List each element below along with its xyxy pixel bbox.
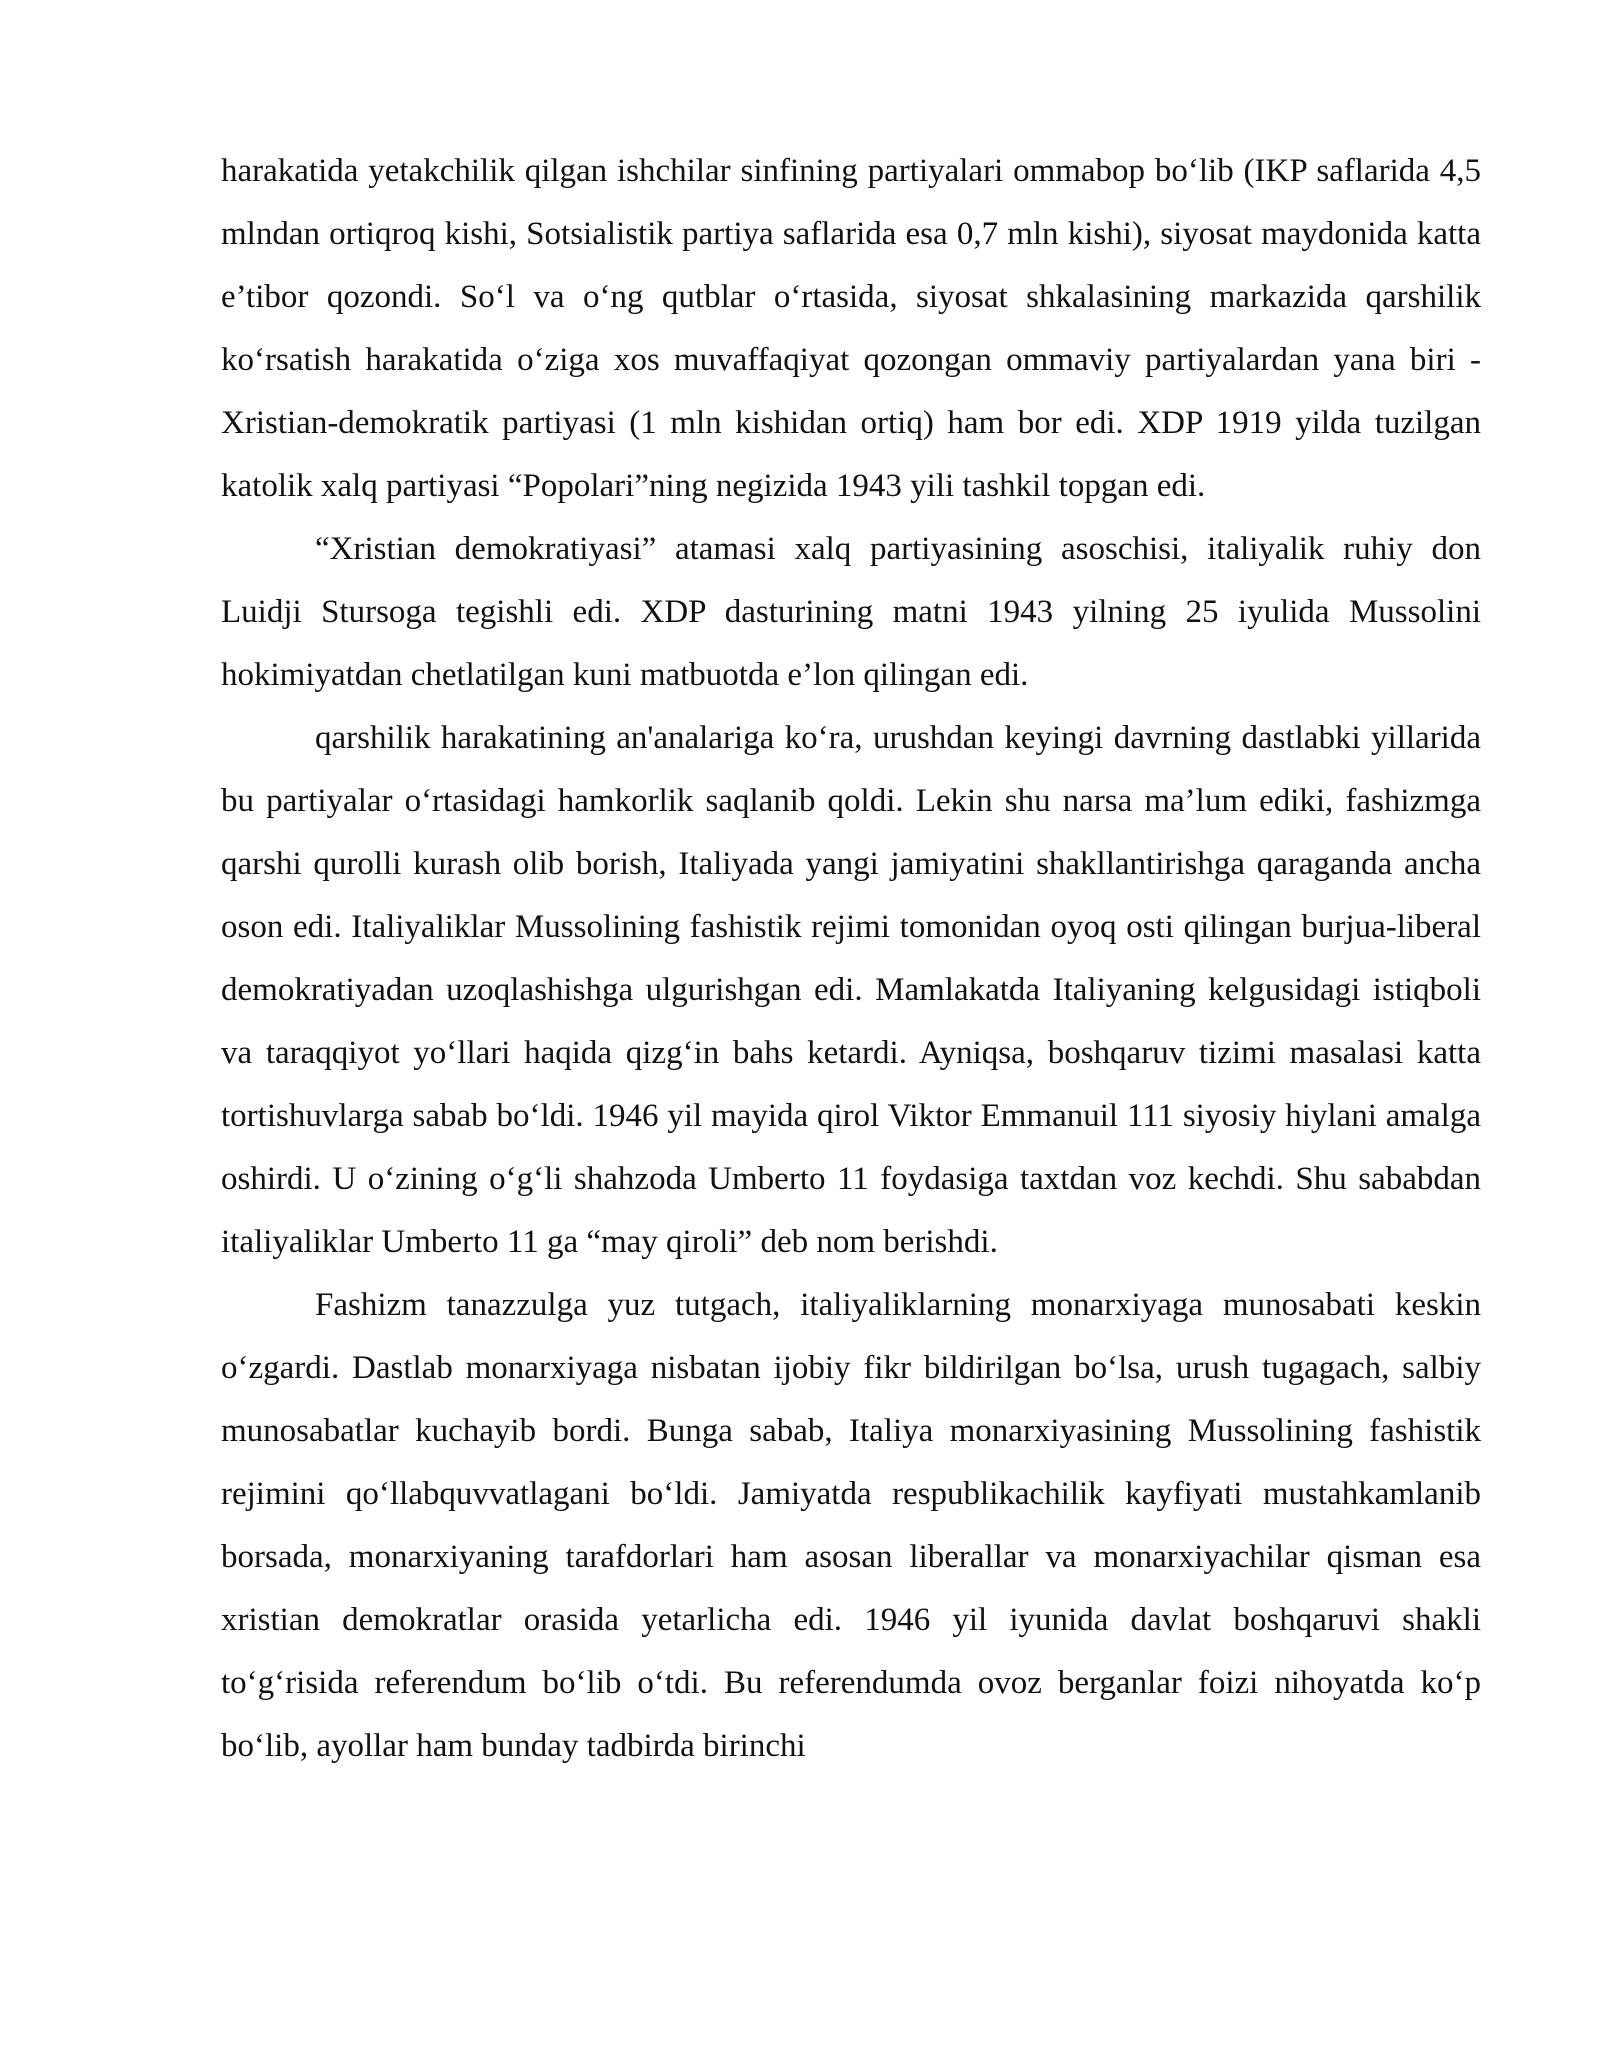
paragraph-1: harakatida yetakchilik qilgan ishchilar sinfining partiyalari ommabop bo‘lib (IKP saflarida 4,5 mlndan ortiqroq kishi, Sotsialistik partiya saflarida esa 0,7 mln kishi), siyosat maydonida katta e’tibor qozondi. So‘l va o‘ng qutblar o‘rtasida, siyosat shkalasining markazida qarshilik ko‘rsatish harakatida o‘ziga xos muvaffaqiyat qozongan ommaviy partiyalardan yana biri - Xristian-demokratik partiyasi (1 mln kishidan ortiq) ham bor edi. XDP 1919 yilda tuzilgan katolik xalq partiyasi “Popolari”ning negizida 1943 yili tashkil topgan edi.	[221, 153, 1481, 504]
paragraph-3: qarshilik harakatining an'analariga ko‘ra, urushdan keyingi davrning dastlabki yillarida bu partiyalar o‘rtasidagi hamkorlik saqlanib qoldi. Lekin shu narsa ma’lum ediki, fashizmga qarshi qurolli kurash olib borish, Italiyada yangi jamiyatini shakllantirishga qaraganda ancha oson edi. Italiyaliklar Mussolining fashistik rejimi tomonidan oyoq osti qilingan burjua-liberal demokratiyadan uzoqlashishga ulgurishgan edi. Mamlakatda Italiyaning kelgusidagi istiqboli va taraqqiyot yo‘llari haqida qizg‘in bahs ketardi. Ayniqsa, boshqaruv tizimi masalasi katta tortishuvlarga sabab bo‘ldi. 1946 yil mayida qirol Viktor Emmanuil 111 siyosiy hiylani amalga oshirdi. U o‘zining o‘g‘li shahzoda Umberto 11 foydasiga taxtdan voz kechdi. Shu sababdan italiyaliklar Umberto 11 ga “may qiroli” deb nom berishdi.	[221, 720, 1481, 1260]
paragraph-2: “Xristian demokratiyasi” atamasi xalq partiyasining asoschisi, italiyalik ruhiy don Luidji Stursoga tegishli edi. XDP dasturining matni 1943 yilning 25 iyulida Mussolini hokimiyatdan chetlatilgan kuni matbuotda e’lon qilingan edi.	[221, 531, 1481, 693]
body-text	[221, 140, 1481, 1778]
paragraph-4: Fashizm tanazzulga yuz tutgach, italiyaliklarning monarxiyaga munosabati keskin o‘zgardi. Dastlab monarxiyaga nisbatan ijobiy fikr bildirilgan bo‘lsa, urush tugagach, salbiy munosabatlar kuchayib bordi. Bunga sabab, Italiya monarxiyasining Mussolining fashistik rejimini qo‘llabquvvatlagani bo‘ldi. Jamiyatda respublikachilik kayfiyati mustahkamlanib borsada, monarxiyaning tarafdorlari ham asosan liberallar va monarxiyachilar qisman esa xristian demokratlar orasida yetarlicha edi. 1946 yil iyunida davlat boshqaruvi shakli to‘g‘risida referendum bo‘lib o‘tdi. Bu referendumda ovoz berganlar foizi nihoyatda ko‘p bo‘lib, ayollar ham bunday tadbirda birinchi	[221, 1287, 1481, 1764]
